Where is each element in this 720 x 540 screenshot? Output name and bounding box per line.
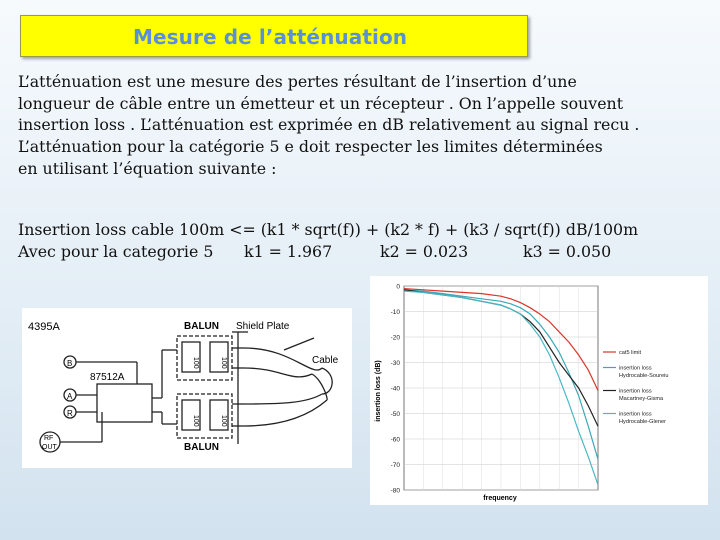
paragraph-line: longueur de câble entre un émetteur et un récepteur . On l’appelle souvent	[18, 93, 624, 113]
chart-legend	[603, 350, 668, 425]
rf-out-label-1: RF	[44, 435, 54, 442]
legend-label: insertion loss	[619, 388, 652, 395]
y-tick-label: -60	[390, 436, 400, 444]
chart-y-ticks	[391, 284, 401, 495]
paragraph-line: insertion loss . L’atténuation est exprimée en dB relativement au signal recu .	[18, 115, 640, 135]
coil-label: 100	[220, 415, 227, 427]
cable-label: Cable	[312, 355, 339, 366]
y-tick-label: -80	[390, 487, 400, 495]
chart-svg	[370, 276, 708, 505]
coil-label: 100	[220, 357, 227, 369]
legend-label: Hydrocable-Soureiu	[619, 373, 669, 379]
y-tick-label: 0	[396, 283, 400, 291]
balun-top-label: BALUN	[184, 321, 219, 332]
legend-label: Macartney-Gisma	[619, 396, 664, 402]
title-box	[20, 15, 528, 57]
intro-paragraph	[18, 71, 713, 180]
port-b-label: B	[67, 359, 73, 368]
port-r-label: R	[67, 409, 73, 418]
slide-title: Mesure de l’atténuation	[133, 25, 408, 49]
balun-bottom-label: BALUN	[184, 442, 219, 453]
formula-line: Insertion loss cable 100m <= (k1 * sqrt(f)) + (k2 * f) + (k3 / sqrt(f)) dB/100m	[18, 220, 639, 239]
y-axis-label: insertion loss (dB)	[375, 360, 382, 422]
circuit-svg	[22, 308, 352, 468]
coefficients-line	[18, 242, 718, 264]
legend-label: cat5 limit	[619, 350, 642, 356]
paragraph-line: en utilisant l’équation suivante :	[18, 158, 277, 178]
legend-label: insertion loss	[619, 365, 652, 372]
coef-label: Avec pour la categorie 5	[18, 242, 214, 261]
shield-plate-label: Shield Plate	[236, 321, 290, 332]
coil-label: 100	[192, 357, 199, 369]
insertion-loss-chart	[370, 276, 708, 505]
rf-out-label-2: OUT	[42, 444, 57, 451]
chart-grid	[404, 286, 598, 490]
legend-label: Hydrocable-Glener	[619, 419, 666, 425]
port-a-label: A	[67, 392, 73, 401]
y-tick-label: -40	[390, 385, 400, 393]
device-label: 4395A	[28, 321, 60, 333]
k1-value: k1 = 1.967	[244, 242, 333, 261]
switch-label: 87512A	[90, 372, 125, 383]
coil-label: 100	[192, 415, 199, 427]
y-tick-label: -10	[390, 309, 400, 316]
measurement-setup-diagram	[22, 308, 352, 468]
y-tick-label: -70	[390, 462, 400, 469]
paragraph-line: L’atténuation pour la catégorie 5 e doit respecter les limites déterminées	[18, 137, 603, 157]
y-tick-label: -30	[390, 360, 400, 367]
legend-label: insertion loss	[619, 411, 652, 418]
k3-value: k3 = 0.050	[523, 242, 612, 261]
y-tick-label: -20	[390, 334, 400, 342]
paragraph-line: L’atténuation est une mesure des pertes résultant de l’insertion d’une	[18, 72, 577, 91]
y-tick-label: -50	[390, 411, 400, 418]
x-axis-label: frequency	[483, 495, 517, 502]
k2-value: k2 = 0.023	[380, 242, 469, 261]
